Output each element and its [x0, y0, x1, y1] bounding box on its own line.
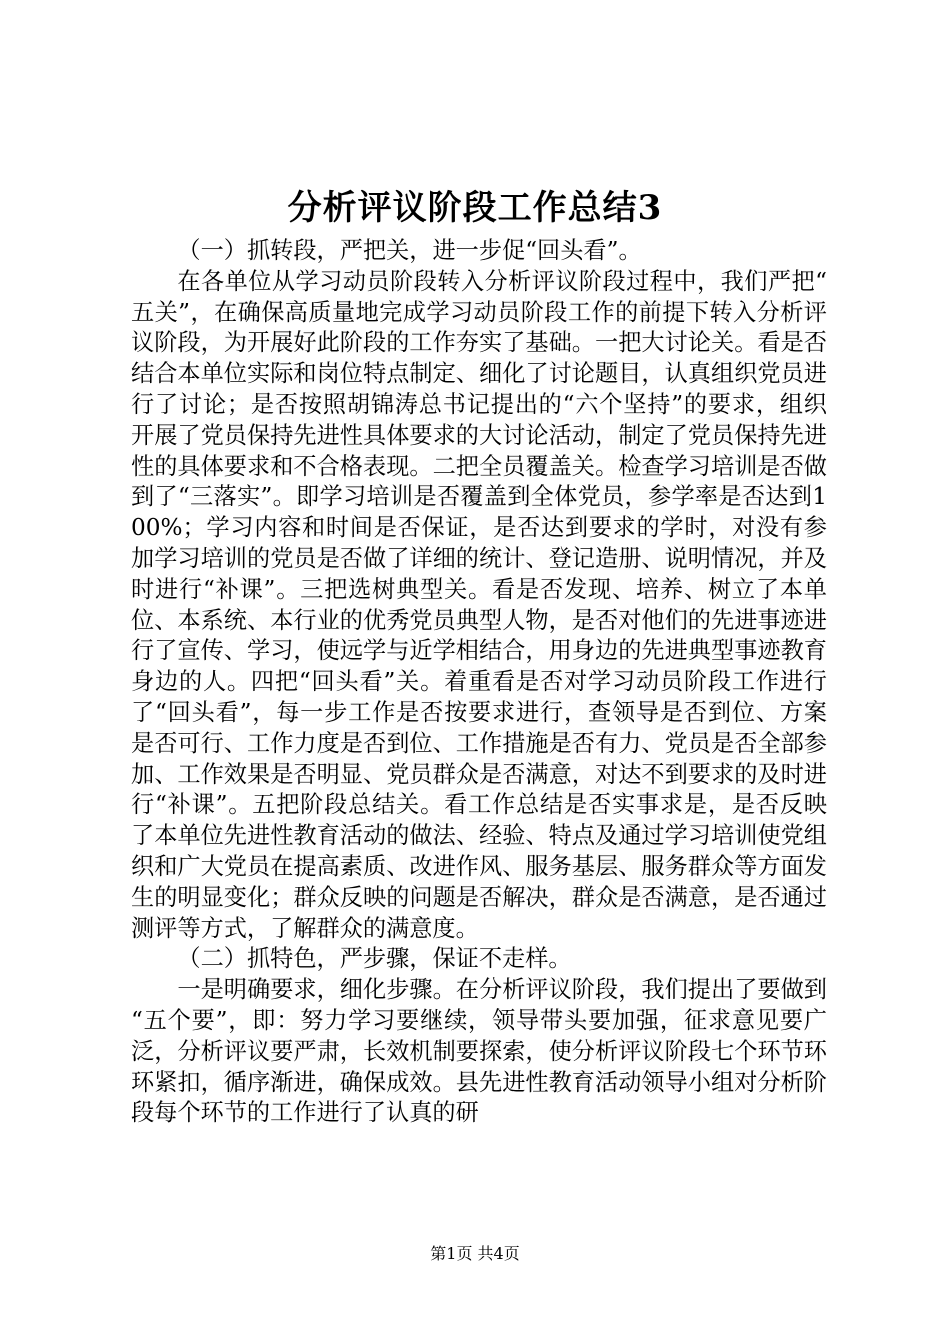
document-title: 分析评议阶段工作总结3	[287, 188, 663, 228]
paragraph-section-one-heading: （一）抓转段，严把关，进一步促“回头看”。	[177, 237, 642, 264]
paragraph-clear-requirements: 一是明确要求，细化步骤。在分析评议阶段，我们提出了要做到“五个要”，即：努力学习要继续，领导带头要加强，征求意见要广泛，分析评议要严肃，长效机制要探索，使分析评议阶段七个环节环环紧扣，循序渐进，确保成效。县先进性教育活动领导小组对分析阶段每个环节的工作进行了认真的研	[131, 976, 827, 1127]
page-number-footer: 第1页 共4页	[430, 1244, 520, 1263]
paragraph-five-checks: 在各单位从学习动员阶段转入分析评议阶段过程中，我们严把“五关”，在确保高质量地完成学习动员阶段工作的前提下转入分析评议阶段，为开展好此阶段的工作夯实了基础。一把大讨论关。看是否结合本单位实际和岗位特点制定、细化了讨论题目，认真组织党员进行了讨论；是否按照胡锦涛总书记提出的“六个坚持”的要求，组织开展了党员保持先进性具体要求的大讨论活动，制定了党员保持先进性的具体要求和不合格表现。二把全员覆盖关。检查学习培训是否做到了“三落实”。即学习培训是否覆盖到全体党员，参学率是否达到100%；学习内容和时间是否保证，是否达到要求的学时，对没有参加学习培训的党员是否做了详细的统计、登记造册、说明情况，并及时进行“补课”。三把选树典型关。看是否发现、培养、树立了本单位、本系统、本行业的优秀党员典型人物，是否对他们的先进事迹进行了宣传、学习，使远学与近学相结合，用身边的先进典型事迹教育身边的人。四把“回头看”关。着重看是否对学习动员阶段工作进行了“回头看”，每一步工作是否按要求进行，查领导是否到位、方案是否可行、工作力度是否到位、工作措施是否有力、党员是否全部参加、工作效果是否明显、党员群众是否满意，对达不到要求的及时进行“补课”。五把阶段总结关。看工作总结是否实事求是，是否反映了本单位先进性教育活动的做法、经验、特点及通过学习培训使党组织和广大党员在提高素质、改进作风、服务基层、服务群众等方面发生的明显变化；群众反映的问题是否解决，群众是否满意，是否通过测评等方式，了解群众的满意度。	[131, 267, 827, 942]
document-body	[131, 236, 827, 1129]
paragraph-section-two-heading: （二）抓特色，严步骤，保证不走样。	[177, 945, 572, 973]
